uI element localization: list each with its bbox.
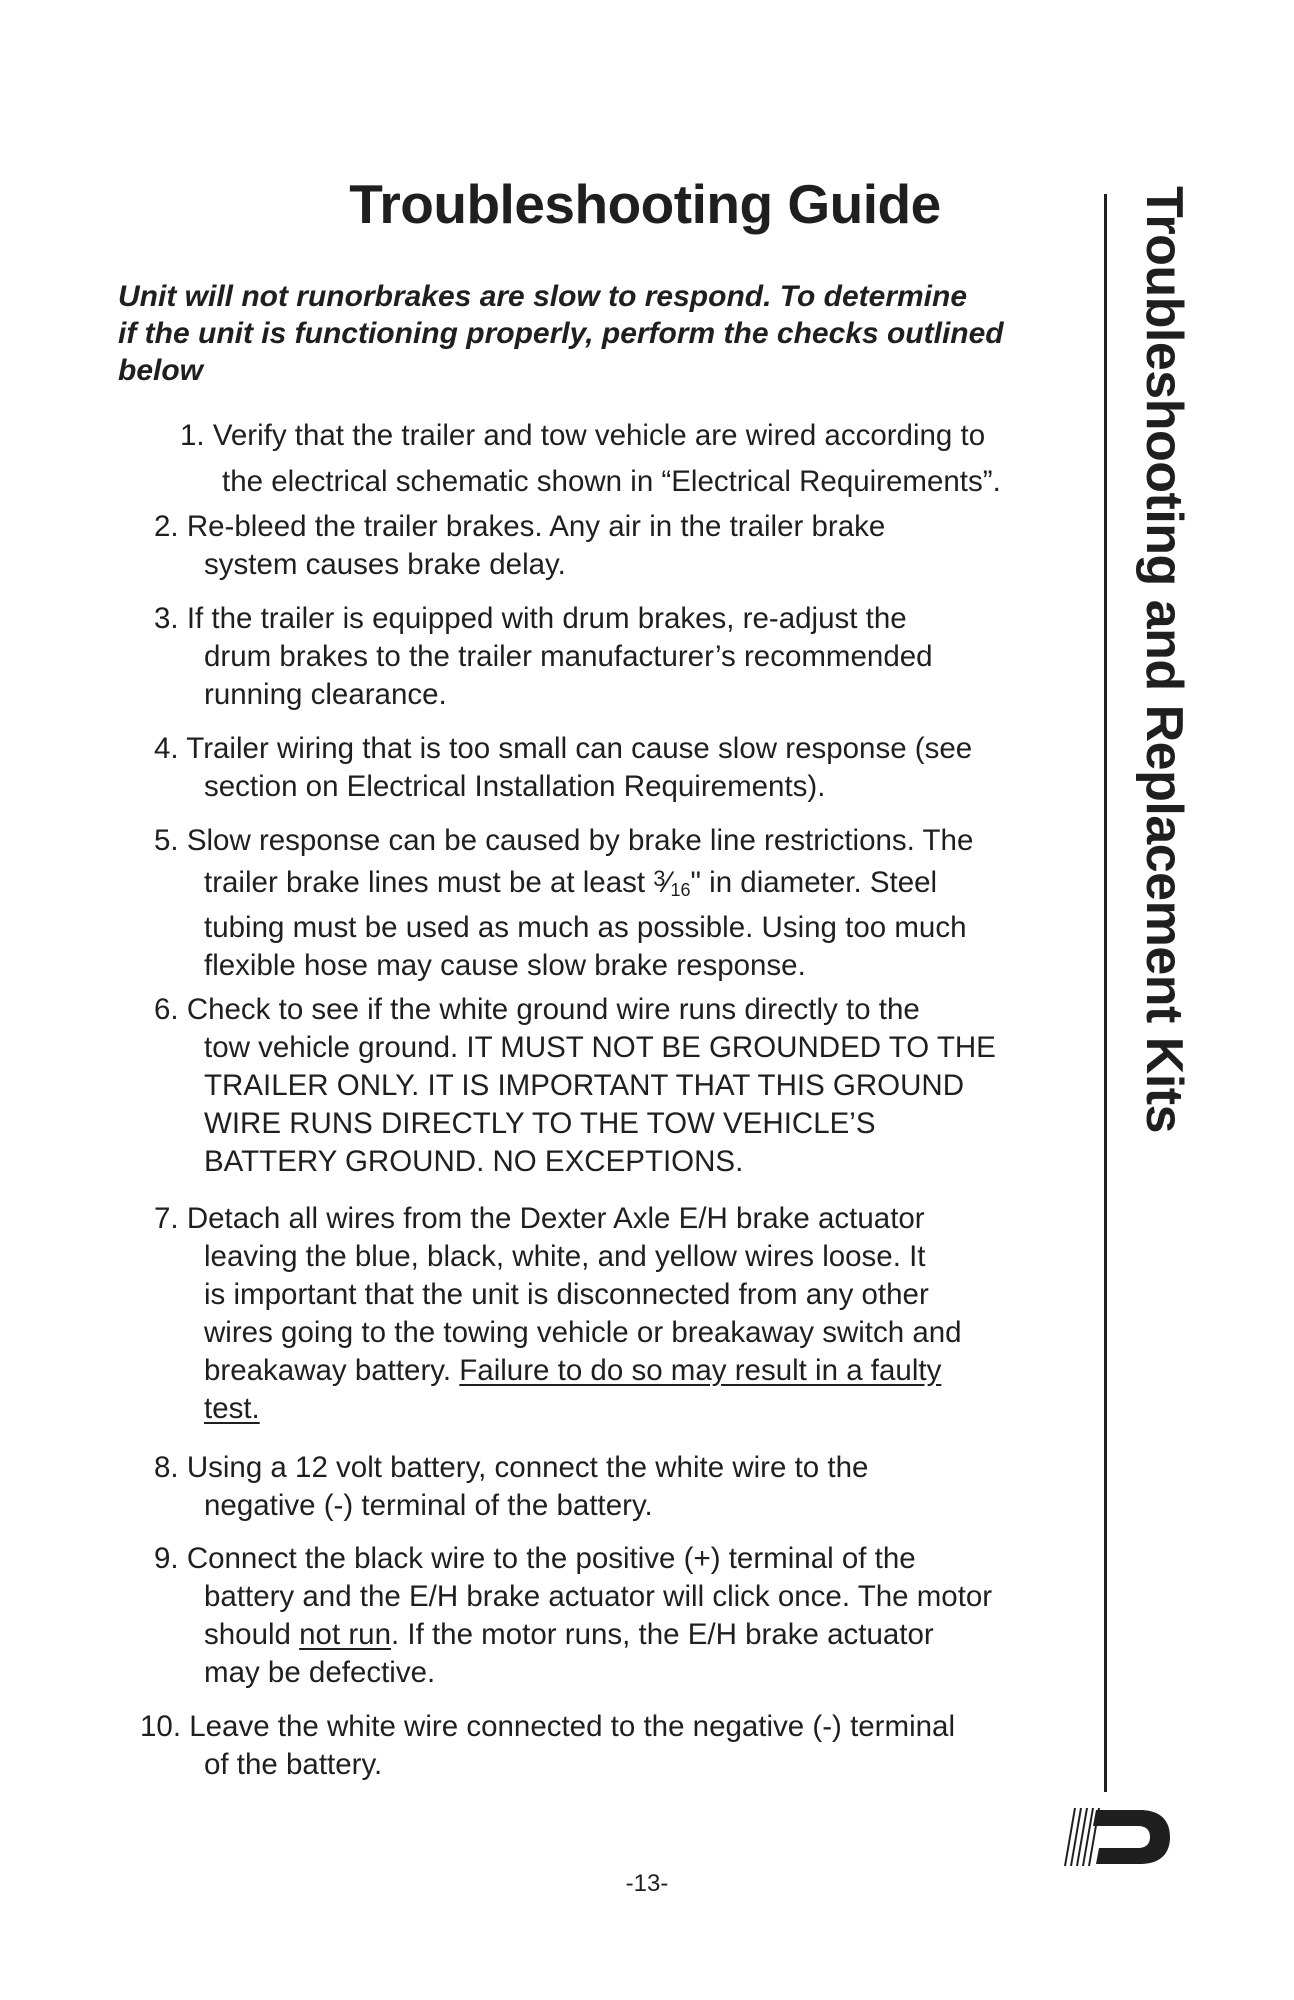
step-number: 1.: [180, 419, 205, 452]
step-text: Connect the black wire to the positive (+) terminal of the: [186, 1542, 916, 1575]
step-number: 10.: [140, 1710, 182, 1743]
step-text: leaving the blue, black, white, and yellow wires loose. It: [204, 1240, 926, 1273]
warning-text: test.: [204, 1392, 260, 1425]
step-text: . If the motor runs, the E/H brake actuator: [390, 1618, 934, 1651]
intro-line: below: [118, 354, 204, 387]
step-4: [154, 730, 1114, 806]
step-text: running clearance.: [204, 678, 447, 711]
step-number: 9.: [154, 1542, 179, 1575]
step-number: 2.: [154, 510, 179, 543]
step-text: If the trailer is equipped with drum brakes, re-adjust the: [186, 602, 907, 635]
step-text: WIRE RUNS DIRECTLY TO THE TOW VEHICLE’S: [204, 1107, 876, 1140]
step-text: tow vehicle ground. IT MUST NOT BE GROUNDED TO THE: [204, 1031, 996, 1064]
step-text: battery and the E/H brake actuator will click once. The motor: [204, 1580, 993, 1613]
step-text: Re-bleed the trailer brakes. Any air in the trailer brake: [186, 510, 886, 543]
step-5: 5. Slow response can be caused by brake line restrictions. The trailer brake lines must be at least $^3$⁄16" in diameter. Steel tubing must be used as much as possible. Using too much flexible hose may cause slow brake response.: [154, 822, 1114, 985]
step-text: may be defective.: [204, 1656, 436, 1689]
step-text: Check to see if the white ground wire runs directly to the: [186, 993, 920, 1026]
step-10: [140, 1708, 1100, 1784]
section-side-title: Troubleshooting and Replacement Kits: [1135, 186, 1193, 1133]
step-text: BATTERY GROUND. NO EXCEPTIONS.: [204, 1145, 744, 1178]
side-divider: [1104, 194, 1107, 1792]
intro-paragraph: [118, 278, 1098, 389]
step-text: breakaway battery.: [204, 1354, 452, 1387]
step-text: drum brakes to the trailer manufacturer’s recommended: [204, 640, 933, 673]
step-text: the electrical schematic shown in “Electrical Requirements”.: [222, 465, 1001, 498]
step-text: Detach all wires from the Dexter Axle E/H brake actuator: [186, 1202, 925, 1235]
step-text: should: [204, 1618, 291, 1651]
warning-text: Failure to do so may result in a faulty: [459, 1354, 942, 1387]
step-text: Leave the white wire connected to the negative (-) terminal: [189, 1710, 955, 1743]
step-text: flexible hose may cause slow brake response.: [204, 949, 806, 982]
step-number: 4.: [154, 732, 179, 765]
fraction-numerator: 3: [653, 866, 666, 891]
step-text: Trailer wiring that is too small can cause slow response (see: [186, 732, 973, 765]
step-text: " in diameter. Steel: [690, 866, 938, 899]
step-text: is important that the unit is disconnected from any other: [204, 1278, 929, 1311]
fraction-denominator: 16: [670, 880, 691, 900]
step-7: [154, 1200, 1114, 1428]
page-title: Troubleshooting Guide: [349, 173, 941, 235]
page-number: -13-: [625, 1870, 669, 1897]
step-text: Slow response can be caused by brake line restrictions. The: [186, 824, 974, 857]
step-8: [154, 1449, 1114, 1525]
intro-line: if the unit is functioning properly, perform the checks outlined: [118, 317, 1004, 350]
step-text: section on Electrical Installation Requirements).: [204, 770, 826, 803]
step-text: Using a 12 volt battery, connect the white wire to the: [186, 1451, 869, 1484]
step-text: of the battery.: [204, 1748, 383, 1781]
step-text: wires going to the towing vehicle or breakaway switch and: [204, 1316, 962, 1349]
step-number: 6.: [154, 993, 179, 1026]
step-number: 5.: [154, 824, 179, 857]
step-text: system causes brake delay.: [204, 548, 566, 581]
step-6: [154, 991, 1114, 1181]
step-number: 3.: [154, 602, 179, 635]
intro-line: Unit will not runorbrakes are slow to respond. To determine: [118, 280, 968, 313]
step-text: tubing must be used as much as possible. Using too much: [204, 911, 967, 944]
step-text: trailer brake lines must be at least: [204, 866, 646, 899]
step-1: [180, 417, 1140, 501]
step-text: Verify that the trailer and tow vehicle are wired according to: [212, 419, 986, 452]
step-text: negative (-) terminal of the battery.: [204, 1489, 653, 1522]
step-2: [154, 508, 1114, 584]
step-3: [154, 600, 1114, 714]
step-9: [154, 1540, 1114, 1692]
step-number: 8.: [154, 1451, 179, 1484]
step-text: TRAILER ONLY. IT IS IMPORTANT THAT THIS GROUND: [204, 1069, 965, 1102]
emphasis-text: not run: [299, 1618, 391, 1651]
step-number: 7.: [154, 1202, 179, 1235]
dexter-logo-icon: [1062, 1806, 1172, 1868]
